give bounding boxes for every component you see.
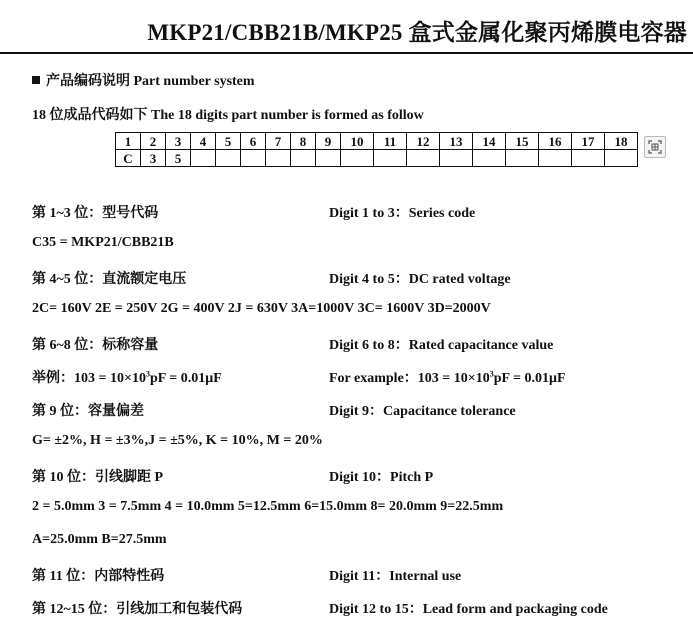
lead-form-label-cn: 第 12~15 位：引线加工和包装代码	[32, 602, 243, 617]
digit-header-cell: 15	[506, 133, 539, 150]
document-title: MKP21/CBB21B/MKP25 盒式金属化聚丙烯膜电容器	[147, 20, 687, 45]
example-en-pre: For example：103 = 10×10	[329, 371, 490, 386]
digit-header-cell: 18	[605, 133, 638, 150]
digit-value-cell	[539, 150, 572, 167]
digit-value-cell	[241, 150, 266, 167]
digit-value-row	[116, 150, 638, 167]
digit-value-cell	[374, 150, 407, 167]
voltage-label-cn: 第 4~5 位：直流额定电压	[32, 272, 187, 287]
digit-value-cell	[216, 150, 241, 167]
digit-table	[115, 132, 638, 167]
digit-value-cell: 3	[141, 150, 166, 167]
digit-value-cell	[605, 150, 638, 167]
digit-header-cell: 7	[266, 133, 291, 150]
digit-value-cell	[316, 150, 341, 167]
example-cn-post: pF = 0.01μF	[149, 371, 222, 386]
internal-label-cn: 第 11 位：内部特性码	[32, 569, 165, 584]
example-cn-exponent: 3	[145, 369, 150, 379]
square-bullet-icon	[32, 76, 40, 84]
digit-header-cell: 9	[316, 133, 341, 150]
section-heading	[32, 70, 255, 90]
scan-table-icon-glyph	[648, 140, 662, 154]
digit-value-cell	[473, 150, 506, 167]
scan-table-icon[interactable]	[644, 136, 666, 158]
pitch-label-cn: 第 10 位：引线脚距 P	[32, 470, 164, 485]
digit-value-cell	[572, 150, 605, 167]
capacitance-label-cn: 第 6~8 位：标称容量	[32, 338, 159, 353]
lead-form-label-en: Digit 12 to 15：Lead form and packaging code	[329, 602, 608, 617]
digit-value-cell	[407, 150, 440, 167]
series-code-value: C35 = MKP21/CBB21B	[32, 235, 174, 250]
digit-header-cell: 2	[141, 133, 166, 150]
digit-header-cell: 16	[539, 133, 572, 150]
digit-header-cell: 5	[216, 133, 241, 150]
pitch-codes-2: A=25.0mm B=27.5mm	[32, 532, 167, 547]
example-cn-pre: 举例：103 = 10×10	[32, 371, 146, 386]
digit-header-cell: 10	[341, 133, 374, 150]
example-en-exponent: 3	[489, 369, 494, 379]
digit-header-cell: 8	[291, 133, 316, 150]
tolerance-label-cn: 第 9 位：容量偏差	[32, 404, 144, 419]
digit-value-cell	[191, 150, 216, 167]
pitch-codes-1: 2 = 5.0mm 3 = 7.5mm 4 = 10.0mm 5=12.5mm 6=15.0mm 8= 20.0mm 9=22.5mm	[32, 499, 504, 514]
tolerance-label-en: Digit 9：Capacitance tolerance	[329, 404, 516, 419]
digit-value-cell: C	[116, 150, 141, 167]
digit-header-cell: 3	[166, 133, 191, 150]
tolerance-codes: G= ±2%, H = ±3%,J = ±5%, K = 10%, M = 20%	[32, 433, 323, 448]
digit-header-cell: 11	[374, 133, 407, 150]
capacitance-example-en	[329, 367, 566, 387]
internal-label-en: Digit 11：Internal use	[329, 569, 462, 584]
capacitance-example-cn	[32, 367, 222, 387]
digit-header-cell: 4	[191, 133, 216, 150]
voltage-codes: 2C= 160V 2E = 250V 2G = 400V 2J = 630V 3A=1000V 3C= 1600V 3D=2000V	[32, 301, 491, 316]
capacitance-label-en: Digit 6 to 8：Rated capacitance value	[329, 338, 554, 353]
digit-header-row	[116, 133, 638, 150]
digit-header-cell: 1	[116, 133, 141, 150]
series-code-label-en: Digit 1 to 3：Series code	[329, 206, 476, 221]
digit-header-cell: 17	[572, 133, 605, 150]
digit-header-cell: 12	[407, 133, 440, 150]
digit-header-cell: 14	[473, 133, 506, 150]
pitch-label-en: Digit 10：Pitch P	[329, 470, 434, 485]
section-heading-text: 产品编码说明 Part number system	[46, 74, 255, 89]
digit-header-cell: 13	[440, 133, 473, 150]
digit-value-cell	[291, 150, 316, 167]
voltage-label-en: Digit 4 to 5：DC rated voltage	[329, 272, 511, 287]
digit-value-cell	[506, 150, 539, 167]
intro-text: 18 位成品代码如下 The 18 digits part number is formed as follow	[32, 108, 424, 123]
title-divider	[0, 52, 693, 54]
series-code-label-cn: 第 1~3 位：型号代码	[32, 206, 159, 221]
digit-value-cell	[266, 150, 291, 167]
example-en-post: pF = 0.01μF	[493, 371, 566, 386]
digit-value-cell	[341, 150, 374, 167]
digit-value-cell: 5	[166, 150, 191, 167]
digit-value-cell	[440, 150, 473, 167]
digit-header-cell: 6	[241, 133, 266, 150]
